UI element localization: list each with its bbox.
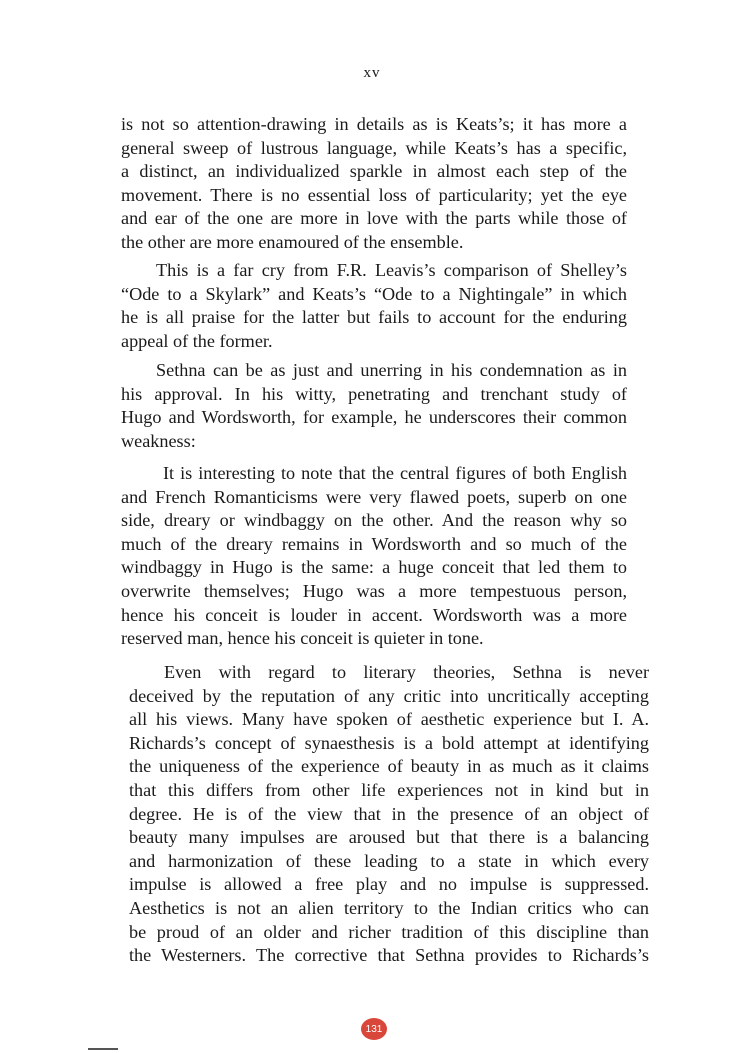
text-line: and ear of the one are more in love with the parts while those of: [121, 208, 627, 229]
text-line: “Ode to a Skylark” and Keats’s “Ode to a Nightingale” in which: [121, 283, 627, 304]
text-line: impulse is allowed a free play and no impulse is suppressed.: [129, 874, 649, 895]
text-line: much of the dreary remains in Wordsworth and so much of the: [121, 533, 627, 554]
text-line: Richards’s concept of synaesthesis is a bold attempt at identifying: [129, 732, 649, 753]
text-line: and harmonization of these leading to a state in which every: [129, 850, 649, 871]
text-line: all his views. Many have spoken of aesthetic experience but I. A.: [129, 709, 649, 730]
text-line: Even with regard to literary theories, Sethna is never: [164, 662, 649, 682]
text-line: overwrite themselves; Hugo was a more tempestuous person,: [121, 580, 627, 601]
sheet-number-badge: 131: [361, 1018, 387, 1040]
text-line: deceived by the reputation of any critic into uncritically accepting: [129, 685, 649, 706]
text-line: reserved man, hence his conceit is quieter in tone.: [121, 628, 484, 649]
page-edge-mark: [88, 1048, 118, 1050]
text-line: is not so attention-drawing in details as is Keats’s; it has more a: [121, 114, 627, 134]
text-line: be proud of an older and richer tradition of this discipline than: [129, 921, 649, 942]
text-line: and French Romanticisms were very flawed poets, superb on one: [121, 486, 627, 507]
text-line: a distinct, an individualized sparkle in almost each step of the: [121, 161, 627, 182]
text-line: that this differs from other life experiences not in kind but in: [129, 779, 649, 800]
text-line: Aesthetics is not an alien territory to the Indian critics who can: [129, 897, 649, 918]
text-line: degree. He is of the view that in the presence of an object of: [129, 803, 649, 824]
text-line: his approval. In his witty, penetrating and trenchant study of: [121, 383, 627, 404]
text-line: general sweep of lustrous language, while Keats’s has a specific,: [121, 137, 627, 158]
paragraph-3: [121, 359, 627, 453]
text-line: appeal of the former.: [121, 330, 273, 351]
block-quote: [121, 462, 627, 651]
text-line: he is all praise for the latter but fails to account for the enduring: [121, 307, 627, 328]
text-line: movement. There is no essential loss of particularity; yet the eye: [121, 184, 627, 205]
text-line: the other are more enamoured of the ensemble.: [121, 231, 464, 252]
text-line: beauty many impulses are aroused but that there is a balancing: [129, 827, 649, 848]
text-line: windbaggy in Hugo is the same: a huge conceit that led them to: [121, 557, 627, 578]
text-line: the uniqueness of the experience of beauty in as much as it claims: [129, 756, 649, 777]
text-line: This is a far cry from F.R. Leavis’s comparison of Shelley’s: [156, 260, 627, 280]
text-line: weakness:: [121, 430, 196, 451]
paragraph-4: [129, 661, 649, 968]
text-line: It is interesting to note that the central figures of both English: [163, 463, 627, 483]
page-number: xv: [363, 65, 381, 81]
text-line: Sethna can be as just and unerring in his condemnation as in: [156, 360, 627, 380]
text-line: Hugo and Wordsworth, for example, he underscores their common: [121, 407, 627, 428]
text-line: hence his conceit is louder in accent. Wordsworth was a more: [121, 604, 627, 625]
text-line: the Westerners. The corrective that Sethna provides to Richards’s: [129, 945, 649, 966]
text-line: side, dreary or windbaggy on the other. And the reason why so: [121, 510, 627, 531]
paragraph-2: [121, 259, 627, 353]
paragraph-1: [121, 113, 627, 255]
